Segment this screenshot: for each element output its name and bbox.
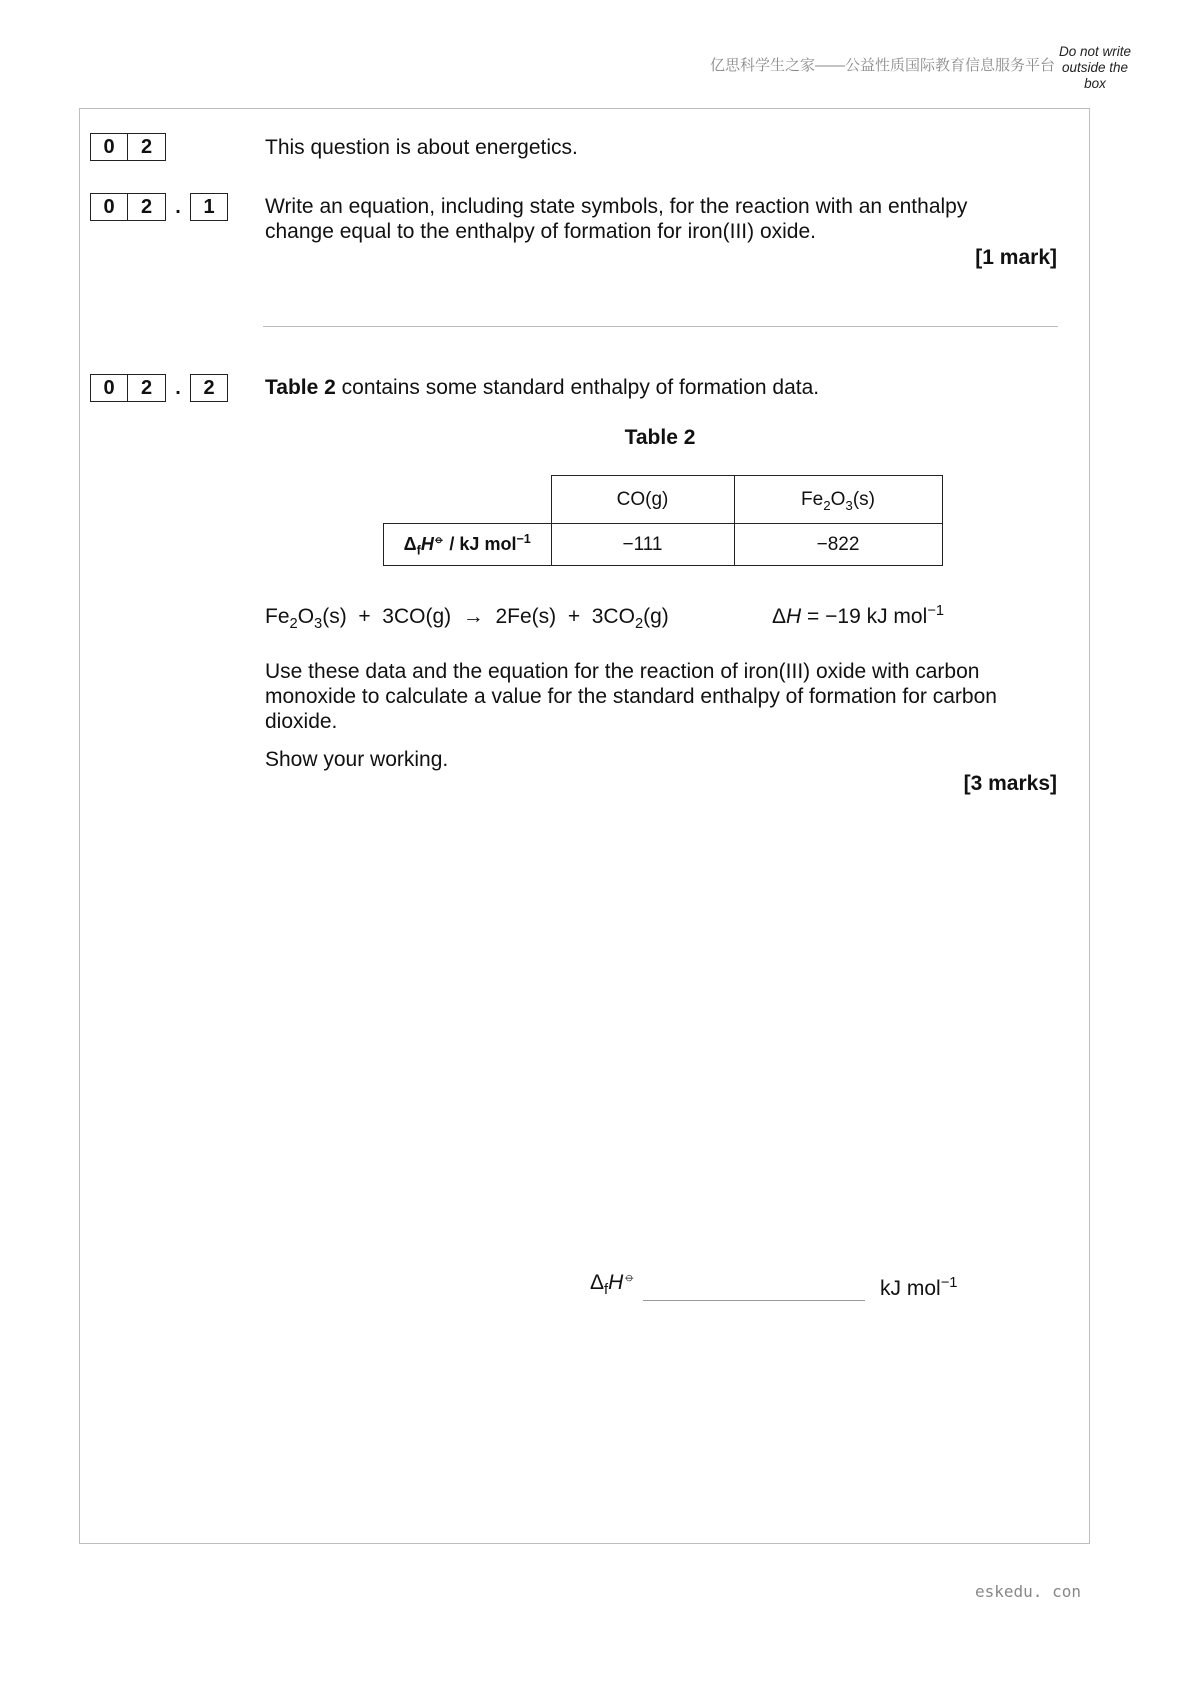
- part1-digit: 1: [190, 193, 228, 221]
- formula-part: (s): [852, 488, 875, 510]
- unit-sup: −1: [927, 603, 945, 619]
- reaction-equation: [265, 604, 669, 633]
- table-header-fe2o3: [734, 476, 942, 524]
- part2-marks: [3 marks]: [963, 772, 1057, 795]
- answer-frame: [79, 108, 1090, 1544]
- margin-note-line: outside the: [1061, 60, 1129, 75]
- part1-dot: .: [175, 195, 181, 218]
- table-title: Table 2: [624, 426, 696, 449]
- eq-part: (s) + 3CO(g) → 2Fe(s) + 3CO: [322, 605, 635, 628]
- instr-line: monoxide to calculate a value for the standard enthalpy of formation for carbon: [265, 685, 997, 708]
- formula-part: O: [830, 488, 846, 510]
- part2-digit: 2: [128, 374, 166, 402]
- unit-text: / kJ mol: [444, 534, 517, 554]
- formula-sub: 3: [845, 497, 853, 513]
- question-intro: This question is about energetics.: [265, 136, 578, 159]
- h-symbol: H: [608, 1271, 624, 1294]
- h-symbol: H: [420, 534, 434, 554]
- table-value-co: −111: [551, 524, 734, 566]
- question-digit: 2: [128, 133, 166, 161]
- eq-sub: 3: [314, 616, 323, 633]
- show-working: Show your working.: [265, 748, 449, 771]
- sub-f: f: [604, 1282, 609, 1299]
- part1-digit: 0: [90, 193, 128, 221]
- part2-intro-rest: contains some standard enthalpy of formation data.: [335, 376, 820, 399]
- part2-number-box: [90, 374, 228, 402]
- part1-question: [265, 194, 1065, 244]
- table-header-co: CO(g): [551, 476, 734, 524]
- question-digit: 0: [90, 133, 128, 161]
- part1-marks: [1 mark]: [975, 246, 1057, 269]
- dh-value: = −19 kJ mol: [801, 605, 928, 628]
- question-number-box: [90, 133, 166, 161]
- margin-note: [1055, 44, 1135, 92]
- eq-sub: 2: [289, 616, 298, 633]
- part1-number-box: [90, 193, 228, 221]
- part2-instructions: [265, 659, 1065, 734]
- delta-symbol: Δ: [403, 534, 417, 554]
- formula-sub: 2: [823, 497, 831, 513]
- table-empty-cell: [384, 476, 552, 524]
- unit-sup: −1: [940, 1275, 958, 1291]
- part1-digit: 2: [128, 193, 166, 221]
- formula-part: Fe: [801, 488, 824, 510]
- answer-unit: [880, 1276, 957, 1301]
- eq-part: (g): [643, 605, 669, 628]
- table-value-fe2o3: −822: [734, 524, 942, 566]
- reaction-enthalpy: [772, 604, 944, 629]
- footer-watermark: eskedu. con: [975, 1582, 1081, 1601]
- sub-f: f: [416, 543, 421, 558]
- margin-note-line: Do not write: [1058, 44, 1132, 59]
- standard-state-symbol: ⦵: [433, 532, 445, 546]
- answer-label: [590, 1269, 636, 1299]
- margin-note-line: box: [1084, 76, 1106, 91]
- unit-text: kJ mol: [880, 1277, 941, 1300]
- table-row-label: [384, 524, 552, 566]
- h-symbol: H: [786, 605, 802, 628]
- part1-line: change equal to the enthalpy of formation for iron(III) oxide.: [265, 220, 816, 243]
- part2-dot: .: [175, 376, 181, 399]
- part2-intro-bold: Table 2: [265, 376, 336, 399]
- unit-sup: −1: [516, 532, 531, 546]
- part2-digit: 2: [190, 374, 228, 402]
- answer-input-line[interactable]: [643, 1300, 865, 1301]
- enthalpy-table: [383, 475, 943, 566]
- instr-line: dioxide.: [265, 710, 338, 733]
- part2-digit: 0: [90, 374, 128, 402]
- part1-line: Write an equation, including state symbols, for the reaction with an enthalpy: [265, 195, 968, 218]
- part1-answer-line[interactable]: [263, 326, 1058, 327]
- eq-sub: 2: [634, 616, 644, 633]
- eq-part: O: [297, 605, 315, 628]
- part2-intro: [265, 375, 819, 400]
- standard-state-symbol: ⦵: [623, 1269, 636, 1285]
- instr-line: Use these data and the equation for the reaction of iron(III) oxide with carbon: [265, 660, 980, 683]
- delta-symbol: Δ: [590, 1271, 605, 1294]
- header-site-text: 亿思科学生之家——公益性质国际教育信息服务平台: [709, 57, 1055, 74]
- eq-part: Fe: [265, 605, 290, 628]
- delta-symbol: Δ: [772, 605, 787, 628]
